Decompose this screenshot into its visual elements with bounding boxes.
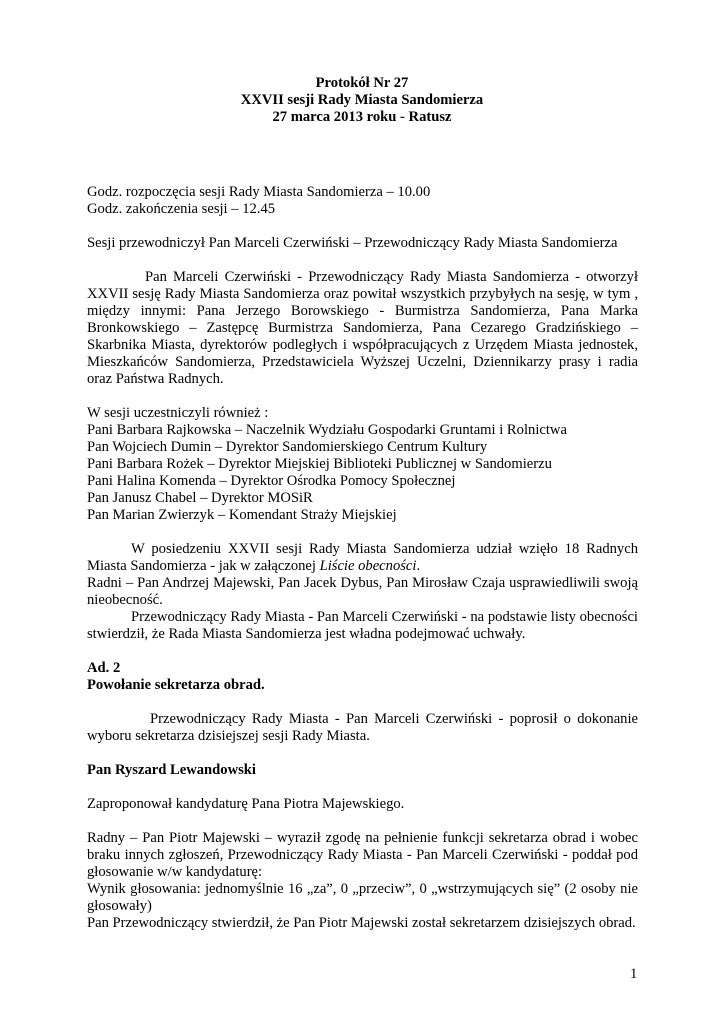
ad2-paragraph-line: Przewodniczący Rady Miasta - Pan Marceli Czerwiński - poprosił o dokonanie [150,711,638,727]
attendee-item: Pan Janusz Chabel – Dyrektor MOSiR [87,490,313,506]
proposal-text: Zaproponował kandydaturę Pana Piotra Majewskiego. [87,796,405,812]
opening-paragraph-line: oraz Państwa Radnych. [87,371,224,387]
attendees-intro: W sesji uczestniczyli również : [87,405,269,421]
session-end-time: Godz. zakończenia sesji – 12.45 [87,201,276,217]
opening-paragraph-line: między innymi: Pana Jerzego Borowskiego - Burmistrza Sandomierza, Pana Marka [87,303,638,319]
speaker-name: Pan Ryszard Lewandowski [87,762,256,778]
opening-paragraph-line: XXVII sesję Rady Miasta Sandomierza oraz powitał wszystkich przybyłych na sesję, w tym , [87,286,638,302]
session-chair: Sesji przewodniczył Pan Marceli Czerwiński – Przewodniczący Rady Miasta Sandomierza [87,235,618,251]
quorum-line: nieobecność. [87,592,163,608]
quorum-line: stwierdził, że Rada Miasta Sandomierza jest władna podejmować uchwały. [87,626,526,642]
opening-paragraph-line: Pan Marceli Czerwiński - Przewodniczący Rady Miasta Sandomierza - otworzył [145,269,638,285]
opening-paragraph-line: Skarbnika Miasta, dyrektorów podległych i współpracujących z Urzędem Miasta jednostek, [87,337,638,353]
attendee-item: Pani Halina Komenda – Dyrektor Ośrodka Pomocy Społecznej [87,473,456,489]
candidate-paragraph-line: głosowanie w/w kandydaturę: [87,864,263,880]
session-start-time: Godz. rozpoczęcia sesji Rady Miasta Sandomierza – 10.00 [87,184,431,200]
candidate-paragraph-line: braku innych zgłoszeń, Przewodniczący Rady Miasta - Pan Marceli Czerwiński - poddał pod [87,847,638,863]
document-subtitle: XXVII sesji Rady Miasta Sandomierza [240,92,484,108]
section-subheading: Powołanie sekretarza obrad. [87,677,265,693]
vote-result-line: głosowały) [87,898,152,914]
quorum-line: Przewodniczący Rady Miasta - Pan Marceli Czerwiński - na podstawie listy obecności [131,609,638,625]
vote-result-line: Wynik głosowania: jednomyślnie 16 „za”, 0 „przeciw”, 0 „wstrzymujących się” (2 osoby nie [87,881,638,897]
candidate-paragraph-line: Radny – Pan Piotr Majewski – wyraził zgodę na pełnienie funkcji sekretarza obrad i wobec [87,830,638,846]
conclusion-line: Pan Przewodniczący stwierdził, że Pan Piotr Majewski został sekretarzem dzisiejszych obrad. [87,915,636,931]
quorum-line: Radni – Pan Andrzej Majewski, Pan Jacek Dybus, Pan Mirosław Czaja usprawiedliwili swoją [87,575,638,591]
attendee-item: Pani Barbara Rożek – Dyrektor Miejskiej Biblioteki Publicznej w Sandomierzu [87,456,552,472]
attendee-item: Pani Barbara Rajkowska – Naczelnik Wydziału Gospodarki Gruntami i Rolnictwa [87,422,567,438]
document-title: Protokół Nr 27 [315,75,409,91]
quorum-text: Miasta Sandomierza - jak w załączonej [87,558,320,574]
ad2-paragraph-line: wyboru sekretarza dzisiejszej sesji Rady Miasta. [87,728,370,744]
page-number: 1 [630,966,638,982]
opening-paragraph-line: Mieszkańców Sandomierza, Przedstawiciela Wyższej Uczelni, Dziennikarzy prasy i radia [87,354,638,370]
opening-paragraph-line: Bronkowskiego – Zastępcę Burmistrza Sandomierza, Pana Cezarego Gradzińskiego – [87,320,638,336]
attendee-item: Pan Wojciech Dumin – Dyrektor Sandomierskiego Centrum Kultury [87,439,488,455]
attendee-item: Pan Marian Zwierzyk – Komendant Straży Miejskiej [87,507,397,523]
document-date: 27 marca 2013 roku - Ratusz [272,109,452,125]
quorum-line [87,558,420,575]
attendance-list-reference: Liście obecności [319,558,417,574]
section-heading: Ad. 2 [87,660,121,676]
quorum-line: W posiedzeniu XXVII sesji Rady Miasta Sandomierza udział wzięło 18 Radnych [131,541,638,557]
quorum-period: . [416,558,421,574]
